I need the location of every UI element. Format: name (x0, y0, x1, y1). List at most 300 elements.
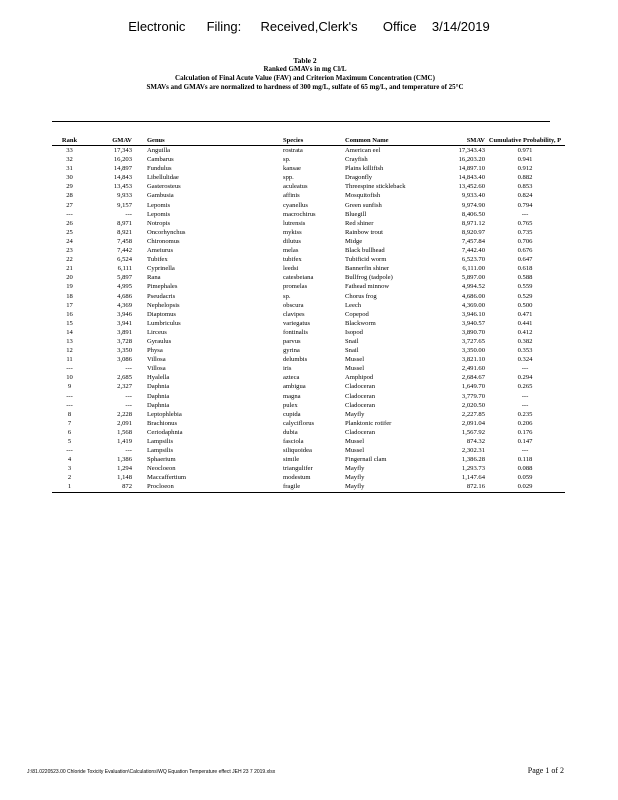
smav-cell: 3,821.10 (461, 356, 485, 364)
probability-cell: 0.235 (517, 410, 533, 418)
common-name-cell: Leech (345, 301, 362, 309)
common-name-cell: Fathead minnow (345, 283, 390, 291)
smav-cell: 9,933.40 (461, 192, 485, 200)
gmav-cell: --- (125, 392, 132, 400)
filing-date: 3/14/2019 (431, 19, 490, 34)
genus-cell: Gasterosteus (147, 183, 181, 191)
table-row (52, 382, 565, 391)
gmav-cell: 3,728 (117, 337, 132, 345)
smav-cell: 3,350.00 (461, 347, 485, 355)
probability-cell: 0.588 (517, 274, 533, 282)
species-cell: catesbeiana (283, 274, 314, 282)
species-cell: simile (283, 456, 300, 464)
genus-cell: Neocloeon (147, 465, 176, 473)
common-name-cell: Dragonfly (345, 174, 373, 182)
rank-cell: 14 (66, 328, 73, 336)
probability-cell: 0.176 (517, 428, 533, 436)
species-cell: ambigua (283, 383, 306, 391)
common-name-cell: Mussel (345, 356, 365, 364)
genus-cell: Gyraulus (147, 337, 172, 345)
table-row (52, 328, 565, 337)
probability-cell: 0.912 (517, 165, 533, 173)
table-title: Ranked GMAVs in mg Cl/L (263, 65, 347, 73)
common-name-cell: Cladoceran (345, 428, 376, 436)
col-rank: Rank (61, 136, 78, 144)
rank-cell: 10 (66, 374, 73, 382)
col-species: Species (283, 136, 304, 144)
filing-label-filing: Filing: (206, 19, 242, 34)
gmav-cell: 2,685 (117, 374, 132, 382)
col-gmav: GMAV (112, 136, 132, 144)
genus-cell: Lepomis (147, 210, 171, 218)
common-name-cell: Crayfish (345, 156, 368, 164)
rank-cell: 19 (66, 283, 73, 291)
species-cell: delumbis (283, 356, 308, 364)
rank-cell: 17 (66, 301, 73, 309)
species-cell: modestum (283, 474, 311, 482)
species-cell: fontinalis (283, 328, 308, 336)
species-cell: magna (283, 392, 301, 400)
common-name-cell: Plains killifish (345, 165, 384, 173)
gmav-cell: 8,971 (117, 219, 132, 227)
common-name-cell: Mayfly (345, 465, 365, 473)
rank-cell: 21 (66, 265, 73, 273)
table-subtitle: Calculation of Final Acute Value (FAV) and Criterion Maximum Concentration (CMC) (175, 74, 435, 82)
gmav-cell: --- (125, 365, 132, 373)
common-name-cell: Chorus frog (345, 292, 377, 300)
species-cell: spp. (283, 174, 294, 182)
smav-cell: 6,111.00 (462, 265, 485, 273)
rank-cell: 20 (66, 274, 73, 282)
gmav-cell: 872 (122, 483, 132, 491)
common-name-cell: Snail (345, 337, 359, 345)
species-cell: aculeatus (283, 183, 308, 191)
species-cell: kansae (283, 165, 301, 173)
filing-label-received: Received,Clerk's (260, 19, 358, 34)
common-name-cell: Bullfrog (tadpole) (345, 274, 393, 282)
table-row (52, 464, 565, 473)
common-name-cell: Blackworm (345, 319, 376, 327)
gmav-cell: 2,228 (117, 410, 132, 418)
common-name-cell: Tubificid worm (345, 256, 387, 264)
common-name-cell: Mayfly (345, 410, 365, 418)
gmav-cell: 3,946 (117, 310, 132, 318)
species-cell: calyciflorus (283, 419, 315, 427)
smav-cell: 7,442.40 (461, 247, 485, 255)
smav-cell: 1,147.64 (461, 474, 485, 482)
smav-cell: 2,684.67 (461, 374, 485, 382)
probability-cell: 0.441 (517, 319, 533, 327)
smav-cell: 2,227.85 (461, 410, 485, 418)
rank-cell: 15 (66, 319, 73, 327)
gmav-table-container (52, 122, 562, 493)
table-row (52, 364, 565, 373)
rank-cell: 11 (66, 356, 73, 364)
smav-cell: 1,649.70 (461, 383, 485, 391)
filing-header (0, 19, 618, 34)
gmav-cell: 7,442 (117, 247, 132, 255)
smav-cell: 2,302.31 (461, 447, 485, 455)
common-name-cell: Isopod (345, 328, 363, 336)
genus-cell: Brachionus (147, 419, 178, 427)
common-name-cell: Copepod (345, 310, 369, 318)
species-cell: sp. (283, 292, 291, 300)
gmav-cell: 13,453 (113, 183, 132, 191)
gmav-cell: 3,891 (117, 328, 132, 336)
gmav-cell: --- (125, 210, 132, 218)
rank-cell: 16 (66, 310, 73, 318)
species-cell: parvus (283, 337, 301, 345)
table-row (52, 301, 565, 310)
gmav-cell: 1,386 (117, 456, 132, 464)
table-row (52, 292, 565, 301)
table-row (52, 182, 565, 191)
common-name-cell: Fingernail clam (345, 456, 387, 464)
species-cell: variegatus (283, 319, 311, 327)
smav-cell: 1,293.73 (461, 465, 485, 473)
common-name-cell: American eel (345, 147, 381, 154)
smav-cell: 14,897.10 (458, 165, 485, 173)
rank-cell: 29 (66, 183, 73, 191)
table-row (52, 437, 565, 446)
rank-cell: 4 (67, 456, 72, 464)
rank-cell: --- (66, 210, 73, 218)
probability-cell: --- (521, 447, 529, 455)
common-name-cell: Red shiner (345, 219, 374, 227)
rank-cell: 23 (66, 247, 73, 255)
common-name-cell: Mayfly (345, 474, 365, 482)
col-genus: Genus (147, 136, 165, 144)
genus-cell: Lepomis (147, 201, 171, 209)
probability-cell: 0.265 (517, 383, 533, 391)
table-note: SMAVs and GMAVs are normalized to hardness of 300 mg/L, sulfate of 65 mg/L, and temperature of 25°C (146, 83, 464, 91)
species-cell: macrochirus (283, 210, 316, 218)
species-cell: clavipes (283, 310, 305, 318)
gmav-cell: 1,148 (117, 474, 132, 482)
probability-cell: 0.559 (517, 283, 533, 291)
rank-cell: 6 (67, 428, 72, 436)
gmav-cell: 8,921 (117, 228, 132, 236)
genus-cell: Tubifex (147, 256, 168, 264)
probability-cell: 0.529 (517, 292, 533, 300)
probability-cell: 0.294 (517, 374, 533, 382)
probability-cell: 0.676 (517, 247, 533, 255)
common-name-cell: Midge (345, 237, 363, 245)
genus-cell: Libellulidae (147, 174, 179, 182)
rank-cell: 27 (66, 201, 73, 209)
gmav-cell: 6,524 (117, 256, 132, 264)
genus-cell: Ameiurus (147, 247, 174, 255)
rank-cell: 32 (66, 156, 73, 164)
species-cell: siliquoidea (283, 447, 312, 455)
species-cell: promelas (283, 283, 308, 291)
smav-cell: 872.16 (466, 483, 485, 491)
probability-cell: 0.853 (517, 183, 533, 191)
probability-cell: 0.088 (517, 465, 533, 473)
common-name-cell: Cladoceran (345, 392, 376, 400)
genus-cell: Daphnia (147, 383, 170, 391)
rank-cell: 22 (66, 256, 73, 264)
common-name-cell: Amphipod (345, 374, 374, 382)
table-row (52, 373, 565, 382)
gmav-cell: 2,091 (117, 419, 132, 427)
probability-cell: 0.794 (517, 201, 533, 209)
smav-cell: 1,386.28 (461, 456, 485, 464)
smav-cell: 6,523.70 (461, 256, 485, 264)
gmav-cell: 9,933 (117, 192, 132, 200)
rank-cell: 25 (66, 228, 73, 236)
smav-cell: 16,203.20 (458, 156, 485, 164)
rank-cell: 24 (66, 237, 73, 245)
probability-cell: 0.941 (517, 156, 533, 164)
gmav-cell: --- (125, 447, 132, 455)
table-row (52, 346, 565, 355)
genus-cell: Cambarus (147, 156, 174, 164)
gmav-cell: 9,157 (117, 201, 132, 209)
gmav-cell: 4,995 (117, 283, 132, 291)
table-row (52, 428, 565, 437)
table-row (52, 237, 565, 246)
probability-cell: 0.118 (517, 456, 533, 464)
gmav-cell: 17,343 (113, 147, 132, 154)
smav-cell: 874.32 (466, 438, 485, 445)
species-cell: iris (283, 365, 292, 373)
probability-cell: 0.765 (517, 219, 533, 227)
probability-cell: 0.824 (517, 192, 533, 200)
table-row (52, 255, 565, 264)
common-name-cell: Black bullhead (345, 247, 385, 255)
footer-page-number: Page 1 of 2 (527, 766, 564, 775)
genus-cell: Lampsilis (147, 438, 174, 445)
common-name-cell: Cladoceran (345, 383, 376, 391)
table-row (52, 146, 565, 156)
species-cell: pulex (283, 401, 298, 409)
genus-cell: Chironomus (147, 237, 180, 245)
common-name-cell: Rainbow trout (345, 228, 383, 236)
common-name-cell: Mussel (345, 365, 365, 373)
table-row (52, 355, 565, 364)
species-cell: cyanellus (283, 201, 308, 209)
table-row (52, 419, 565, 428)
table-body (52, 146, 565, 493)
species-cell: dilutus (283, 237, 301, 245)
genus-cell: Physa (147, 347, 163, 355)
species-cell: lutrensis (283, 219, 306, 227)
smav-cell: 1,567.92 (461, 428, 485, 436)
genus-cell: Villosa (147, 356, 166, 364)
common-name-cell: Mayfly (345, 483, 365, 491)
genus-cell: Villosa (147, 365, 166, 373)
smav-cell: 3,890.70 (461, 328, 485, 336)
probability-cell: 0.412 (517, 328, 533, 336)
common-name-cell: Cladoceran (345, 401, 376, 409)
species-cell: fragile (283, 483, 301, 491)
common-name-cell: Planktonic rotifer (345, 419, 392, 427)
table-row (52, 201, 565, 210)
genus-cell: Pimephales (147, 283, 178, 291)
species-cell: affinis (283, 192, 300, 200)
table-row (52, 455, 565, 464)
genus-cell: Gambusia (147, 192, 174, 200)
smav-cell: 4,686.00 (461, 292, 485, 300)
gmav-cell: 4,369 (117, 301, 132, 309)
rank-cell: 31 (66, 165, 73, 173)
probability-cell: --- (521, 210, 529, 218)
genus-cell: Lumbriculus (147, 319, 181, 327)
rank-cell: 26 (66, 219, 73, 227)
smav-cell: 14,843.40 (458, 174, 485, 182)
rank-cell: --- (66, 447, 73, 455)
species-cell: dubia (283, 428, 298, 436)
probability-cell: --- (521, 401, 529, 409)
gmav-cell: 5,897 (117, 274, 132, 282)
probability-cell: 0.706 (517, 237, 533, 245)
rank-cell: 7 (67, 419, 72, 427)
genus-cell: Sphaerium (147, 456, 176, 464)
filing-label-office: Office (382, 19, 417, 34)
smav-cell: 7,457.84 (461, 237, 485, 245)
table-row (52, 473, 565, 482)
common-name-cell: Green sunfish (345, 201, 382, 209)
table-titles (60, 56, 550, 92)
table-row (52, 446, 565, 455)
rank-cell: --- (66, 392, 73, 400)
genus-cell: Ceriodaphnia (147, 428, 183, 436)
table-row (52, 210, 565, 219)
species-cell: leedsi (283, 265, 299, 273)
smav-cell: 3,946.10 (461, 310, 485, 318)
species-cell: sp. (283, 156, 291, 164)
probability-cell: 0.206 (517, 419, 533, 427)
common-name-cell: Snail (345, 347, 359, 355)
species-cell: tubifex (283, 256, 302, 264)
rank-cell: 5 (67, 438, 72, 445)
table-row (52, 219, 565, 228)
smav-cell: 4,369.00 (461, 301, 485, 309)
probability-cell: --- (521, 392, 529, 400)
species-cell: melas (283, 247, 299, 255)
common-name-cell: Mussel (345, 438, 365, 445)
genus-cell: Daphnia (147, 392, 170, 400)
rank-cell: 12 (66, 347, 73, 355)
smav-cell: 17,343.43 (458, 147, 485, 154)
table-row (52, 191, 565, 200)
gmav-cell: 3,941 (117, 319, 132, 327)
probability-cell: 0.382 (517, 337, 533, 345)
species-cell: azteca (283, 374, 300, 382)
rank-cell: --- (66, 401, 73, 409)
probability-cell: --- (521, 365, 529, 373)
genus-cell: Leptophlebia (147, 410, 182, 418)
genus-cell: Hyalella (147, 374, 170, 382)
table-row (52, 337, 565, 346)
probability-cell: 0.353 (517, 347, 533, 355)
probability-cell: 0.147 (517, 438, 533, 445)
smav-cell: 2,091.04 (461, 419, 485, 427)
probability-cell: 0.735 (517, 228, 533, 236)
genus-cell: Nephelopsis (147, 301, 180, 309)
table-row (52, 310, 565, 319)
common-name-cell: Mosquitofish (345, 192, 381, 200)
gmav-cell: 4,686 (117, 292, 132, 300)
filing-label-electronic: Electronic (128, 19, 186, 34)
genus-cell: Fundulus (147, 165, 172, 173)
table-row (52, 392, 565, 401)
gmav-cell: 3,350 (117, 347, 132, 355)
col-smav: SMAV (466, 136, 485, 144)
smav-cell: 8,971.12 (461, 219, 485, 227)
table-row (52, 164, 565, 173)
rank-cell: 13 (66, 337, 73, 345)
genus-cell: Diaptomus (147, 310, 176, 318)
genus-cell: Procloeon (147, 483, 174, 491)
table-header-row (52, 122, 565, 146)
probability-cell: 0.500 (517, 301, 533, 309)
footer-file-path: J:\81.0220523.00 Chloride Toxicity Evaluation\Calculations\WQ Equation Temperature effect JEH 23 7 2019.xlsx (27, 769, 276, 775)
table-row (52, 173, 565, 182)
gmav-cell: 3,086 (117, 356, 132, 364)
table-row (52, 273, 565, 282)
table-number: Table 2 (293, 56, 317, 65)
common-name-cell: Mussel (345, 447, 365, 455)
smav-cell: 3,727.65 (461, 337, 485, 345)
smav-cell: 8,406.50 (461, 210, 485, 218)
gmav-cell: 16,203 (113, 156, 132, 164)
genus-cell: Rana (147, 274, 161, 282)
gmav-cell: 1,568 (117, 428, 132, 436)
probability-cell: 0.882 (517, 174, 533, 182)
probability-cell: 0.618 (517, 265, 533, 273)
probability-cell: 0.324 (517, 356, 533, 364)
smav-cell: 4,994.52 (461, 283, 485, 291)
table-row (52, 319, 565, 328)
gmav-cell: 14,843 (113, 174, 132, 182)
genus-cell: Pseudacris (147, 292, 176, 300)
probability-cell: 0.647 (517, 256, 533, 264)
probability-cell: 0.029 (517, 483, 533, 491)
gmav-table (52, 122, 565, 493)
species-cell: rostrata (283, 147, 303, 154)
probability-cell: 0.471 (517, 310, 533, 318)
rank-cell: 33 (66, 147, 73, 154)
gmav-cell: 7,458 (117, 237, 132, 245)
rank-cell: 1 (67, 483, 72, 491)
table-row (52, 401, 565, 410)
species-cell: mykiss (283, 228, 302, 236)
table-row (52, 246, 565, 255)
smav-cell: 2,491.60 (461, 365, 485, 373)
common-name-cell: Bannerfin shiner (345, 265, 390, 273)
smav-cell: 13,452.60 (458, 183, 485, 191)
table-row (52, 410, 565, 419)
species-cell: fasciola (283, 438, 304, 445)
smav-cell: 5,897.00 (461, 274, 485, 282)
gmav-cell: 14,897 (113, 165, 132, 173)
table-row (52, 264, 565, 273)
rank-cell: 18 (66, 292, 73, 300)
gmav-cell: 2,327 (117, 383, 132, 391)
smav-cell: 3,940.57 (461, 319, 485, 327)
genus-cell: Anguilla (147, 147, 171, 154)
smav-cell: 9,974.90 (461, 201, 485, 209)
common-name-cell: Threespine stickleback (345, 183, 406, 191)
rank-cell: --- (66, 365, 73, 373)
rank-cell: 28 (66, 192, 73, 200)
rank-cell: 2 (67, 474, 72, 482)
rank-cell: 9 (67, 383, 72, 391)
genus-cell: Lirceus (147, 328, 167, 336)
genus-cell: Maccaffertium (147, 474, 187, 482)
